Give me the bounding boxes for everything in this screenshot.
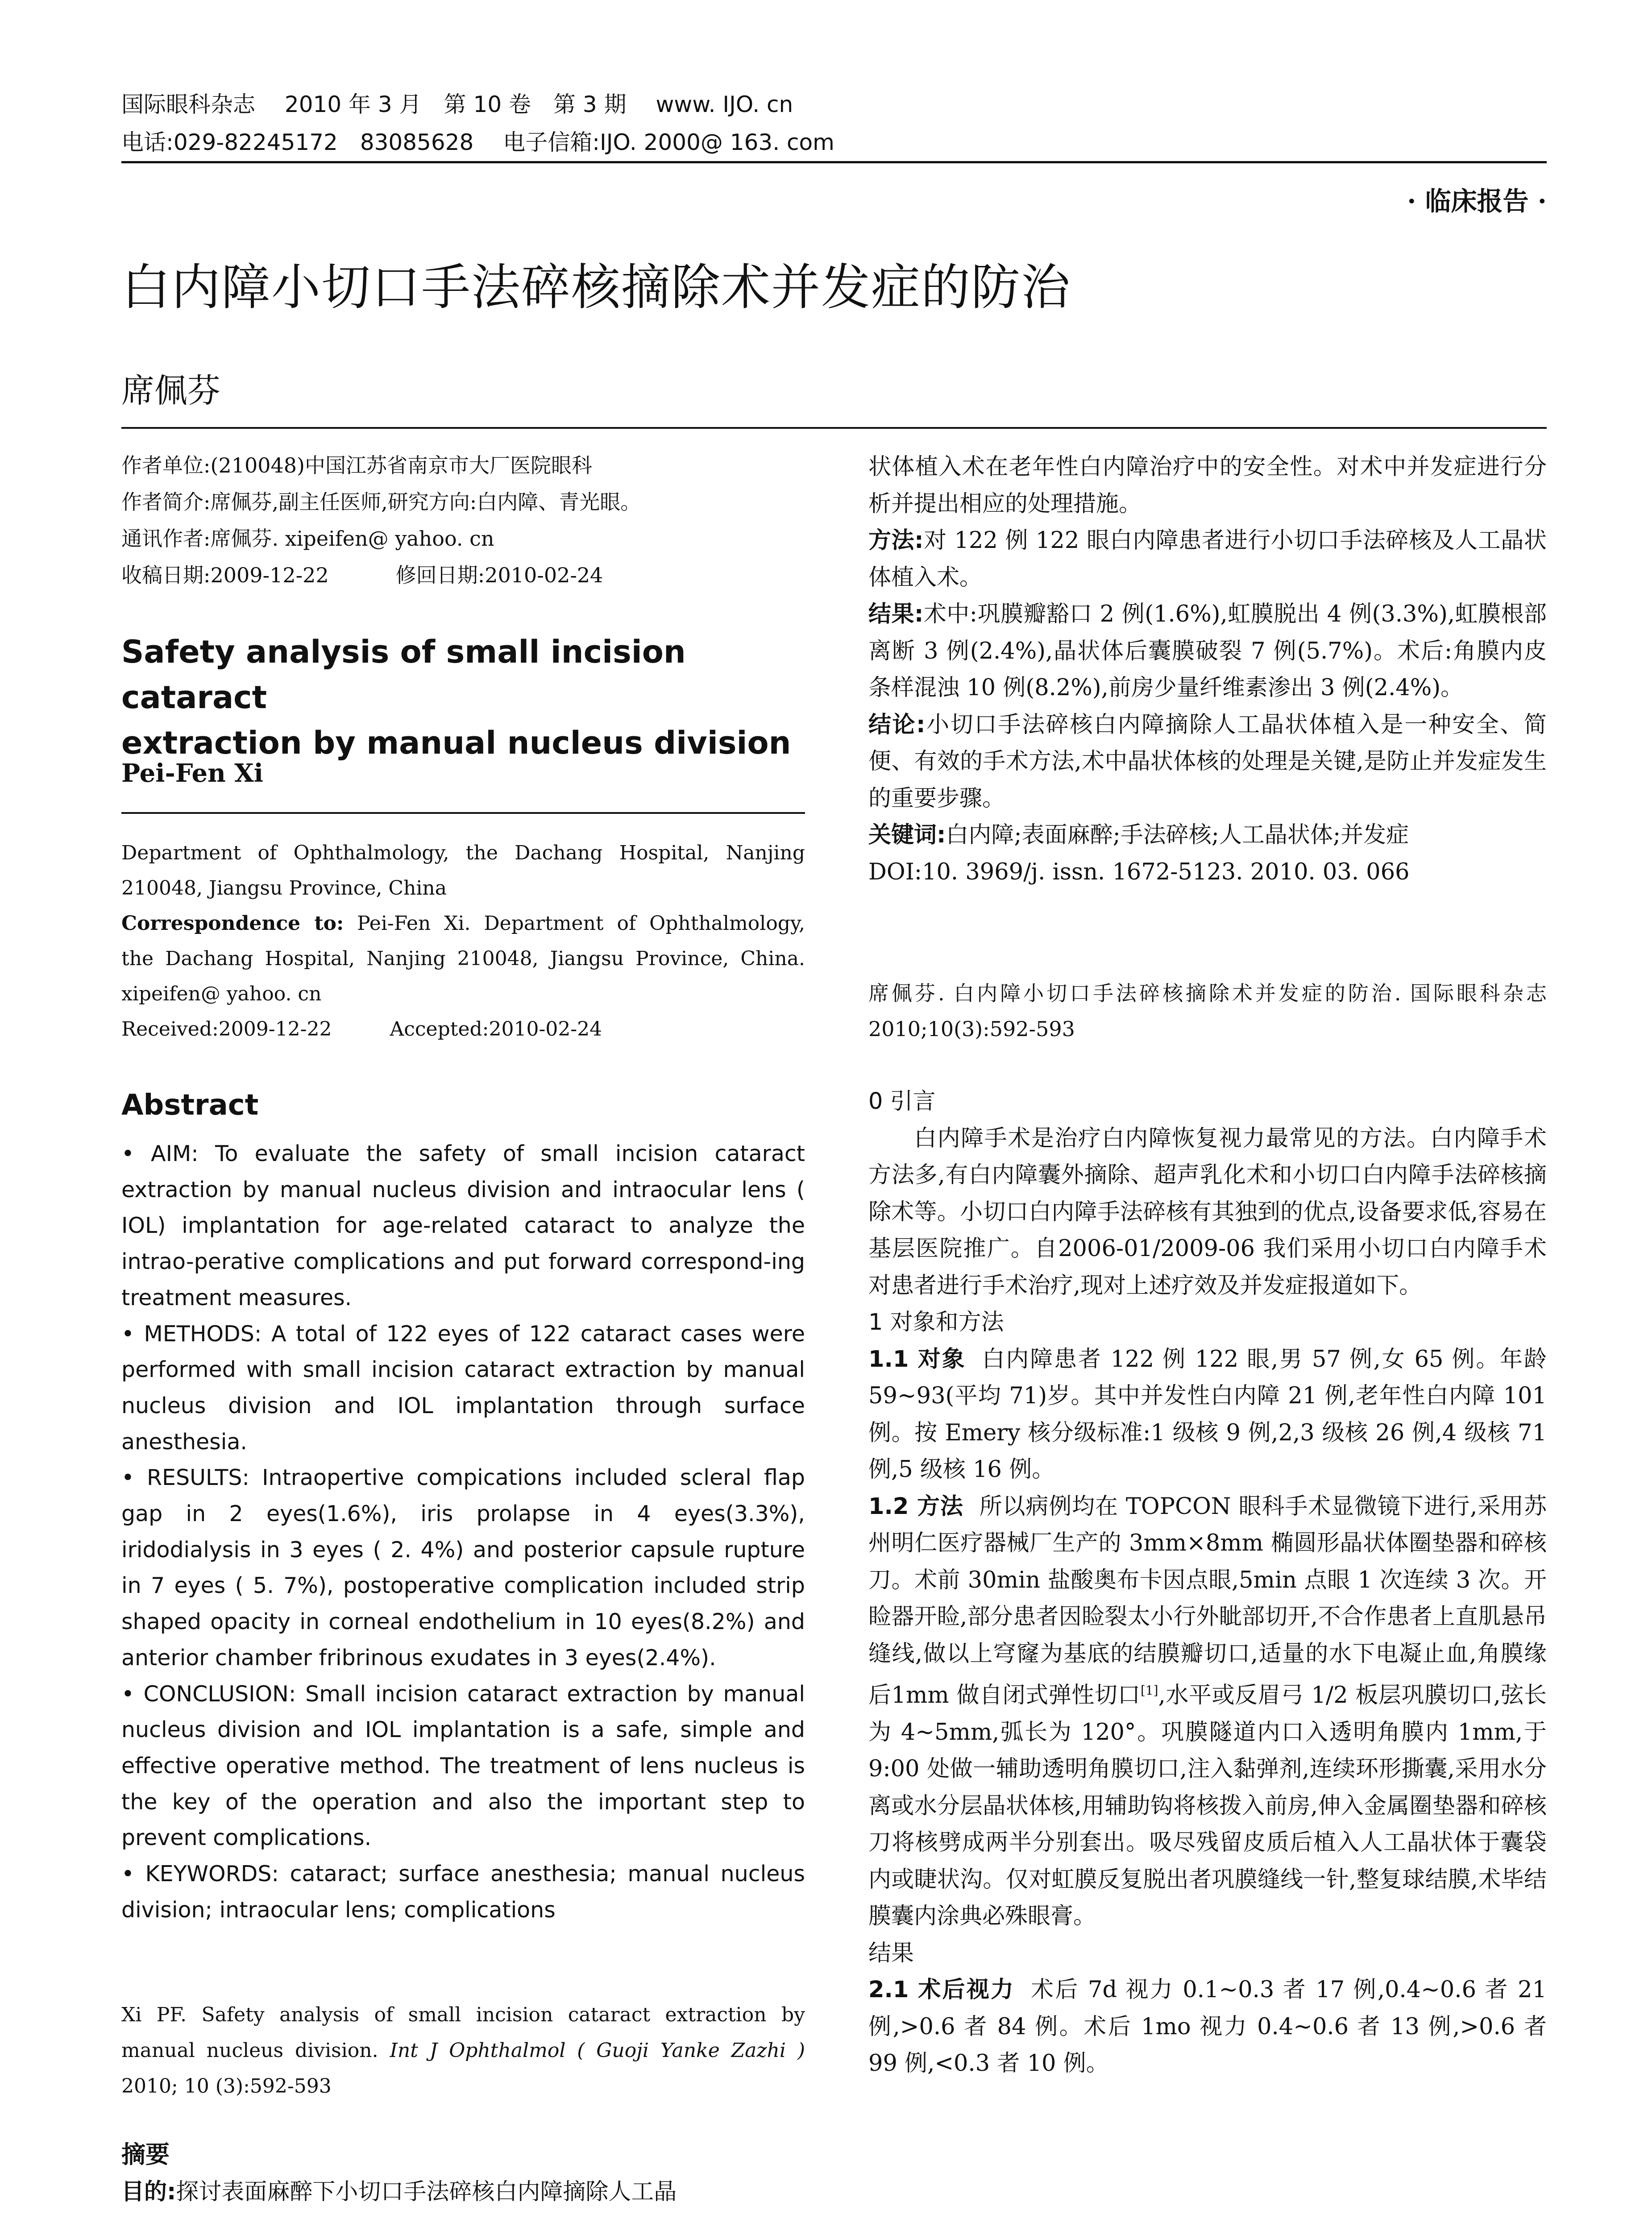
author-unit: 作者单位:(210048)中国江苏省南京市大厂医院眼科 xyxy=(121,453,592,477)
subjects-label: 1.1 对象 xyxy=(868,1346,966,1373)
received-date: 收稿日期:2009-12-22 xyxy=(121,563,329,587)
dates-en xyxy=(121,1012,805,1047)
zh-aim-continued: 状体植入术在老年性白内障治疗中的安全性。对术中并发症进行分析并提出相应的处理措施。 xyxy=(868,454,1547,517)
zh-conclusion-label: 结论: xyxy=(868,711,926,738)
method-text-a: 所以病例均在 TOPCON 眼科手术显微镜下进行,采用苏州明仁医疗器械厂生产的 3mm×8mm 椭圆形晶状体圈垫器和碎核刀。术前 30min 盐酸奥布卡因点眼,5min 点眼 1 次连续 3 次。开睑器开睑,部分患者因睑裂太小行外眦部切开,不合作患者上直肌悬吊缝线,做以上穹窿为基底的结膜瓣切口,适量的水下电凝止血,角膜缘后1mm 做自闭式弹性切口 xyxy=(868,1493,1547,1708)
subjects-text: 白内障患者 122 例 122 眼,男 57 例,女 65 例。年龄 59~93(平均 71)岁。其中并发性白内障 21 例,老年性白内障 101 例。按 Emery 核分级标准:1 级核 9 例,2,3 级核 26 例,4 级核 71 例,5 级核 16 例。 xyxy=(868,1346,1547,1483)
article-title-en-line2: extraction by manual nucleus division xyxy=(121,725,791,761)
abstract-methods: • METHODS: A total of 122 eyes of 122 cataract cases were performed with small incision cataract extraction by manual nucleus division and IOL implantation through surface anesthesia. xyxy=(121,1321,805,1455)
intro-heading: 0 引言 xyxy=(868,1088,936,1115)
author-info xyxy=(121,447,805,593)
zh-conclusion-text: 小切口手法碎核白内障摘除人工晶状体植入是一种安全、简便、有效的手术方法,术中晶状体核的处理是关键,是防止并发症发生的重要步骤。 xyxy=(868,711,1547,812)
methods-heading: 1 对象和方法 xyxy=(868,1309,1004,1335)
correspondence-line1 xyxy=(121,906,805,941)
zh-aim-label: 目的: xyxy=(121,2179,176,2205)
zh-doi: DOI:10. 3969/j. issn. 1672-5123. 2010. 03. 066 xyxy=(868,858,1410,885)
zh-results xyxy=(868,596,1547,707)
citation-en xyxy=(121,1997,805,2104)
department-line2: 210048, Jiangsu Province, China xyxy=(121,877,447,900)
zh-methods-text: 对 122 例 122 眼白内障患者进行小切口手法碎核及人工晶状体植入术。 xyxy=(868,527,1547,591)
journal-header-line2: 电话:029-82245172 83085628 电子信箱:IJO. 2000@ 163. com xyxy=(121,129,834,155)
zh-keywords-text: 白内障;表面麻醉;手法碎核;人工晶状体;并发症 xyxy=(946,822,1409,848)
journal-header-line1: 国际眼科杂志 2010 年 3 月 第 10 卷 第 3 期 www. IJO. cn xyxy=(121,91,793,117)
author-name-en: Pei-Fen Xi xyxy=(121,759,264,788)
method-paragraph xyxy=(868,1489,1547,1935)
article-title-en-line1: Safety analysis of small incision cataract xyxy=(121,634,686,716)
correspondence-email: xipeifen@ yahoo. cn xyxy=(121,983,322,1005)
abstract-keywords: • KEYWORDS: cataract; surface anesthesia; manual nucleus division; intraocular lens; complications xyxy=(121,1861,805,1923)
section-tag: · 临床报告 · xyxy=(1407,186,1547,216)
citation-en-journal: Int J Ophthalmol ( Guoji Yanke Zazhi ) xyxy=(390,2039,805,2062)
abstract-aim: • AIM: To evaluate the safety of small incision cataract extraction by manual nucleus division and intraocular lens ( IOL) implantation for age-related cataract to analyze the intrao-perative complications and put forward correspond-ing treatment measures. xyxy=(121,1141,805,1310)
zh-results-label: 结果: xyxy=(868,601,924,627)
accepted-en: Accepted:2010-02-24 xyxy=(390,1018,602,1041)
revised-date: 修回日期:2010-02-24 xyxy=(395,563,603,587)
correspondence-line2: the Dachang Hospital, Nanjing 210048, Jiangsu Province, China. xyxy=(121,947,805,970)
zh-aim-text-start: 探讨表面麻醉下小切口手法碎核白内障摘除人工晶 xyxy=(176,2179,677,2205)
citation-en-text: Xi PF. Safety analysis of small incision cataract extraction by manual nucleus division. xyxy=(121,2003,805,2062)
vision-paragraph xyxy=(868,1972,1547,2082)
vision-label: 2.1 术后视力 xyxy=(868,1977,1015,2003)
received-en: Received:2009-12-22 xyxy=(121,1018,332,1041)
method-text-b: ,水平或反眉弓 1/2 板层巩膜切口,弦长为 4~5mm,弧长为 120°。巩膜隧道内口入透明角膜内 1mm,于 9:00 处做一辅助透明角膜切口,注入黏弹剂,连续环形撕囊,采用水分离或水分层晶状体核,用辅助钩将核拨入前房,伸入金属圈垫器和碎核刀将核劈成两半分别套出。吸尽残留皮质后植入人工晶状体于囊袋内或睫状沟。仅对虹膜反复脱出者巩膜缝线一针,整复球结膜,术毕结膜囊内涂典必殊眼膏。 xyxy=(868,1682,1547,1929)
author-bio: 作者简介:席佩芬,副主任医师,研究方向:白内障、青光眼。 xyxy=(121,490,641,514)
zh-results-text: 术中:巩膜瓣豁口 2 例(1.6%),虹膜脱出 4 例(3.3%),虹膜根部离断 3 例(2.4%),晶状体后囊膜破裂 7 例(5.7%)。术后:角膜内皮条样混浊 10 例(8.2%),前房少量纤维素渗出 3 例(2.4%)。 xyxy=(868,601,1547,701)
abstract-body xyxy=(121,1136,805,1928)
zh-abstract-continued xyxy=(868,449,1547,891)
department-line1: Department of Ophthalmology, the Dachang Hospital, Nanjing xyxy=(121,842,805,864)
zh-keywords-label: 关键词: xyxy=(868,822,946,848)
zh-methods-label: 方法: xyxy=(868,527,924,554)
article-title-zh: 白内障小切口手法碎核摘除术并发症的防治 xyxy=(121,259,1071,316)
zh-methods xyxy=(868,523,1547,596)
zh-abstract-heading: 摘要 xyxy=(121,2140,170,2169)
intro-text: 白内障手术是治疗白内障恢复视力最常见的方法。白内障手术方法多,有白内障囊外摘除、超声乳化术和小切口白内障手法碎核摘除术等。小切口白内障手法碎核有其独到的优点,设备要求低,容易在基层医院推广。自2006-01/2009-06 我们采用小切口白内障手术对患者进行手术治疗,现对上述疗效及并发症报道如下。 xyxy=(868,1125,1547,1299)
abstract-conclusion: • CONCLUSION: Small incision cataract extraction by manual nucleus division and IOL implantation is a safe, simple and effective operative method. The treatment of lens nucleus is the key of the operation and also the important step to prevent complications. xyxy=(121,1681,805,1851)
correspondence-label: Correspondence to: xyxy=(121,912,344,935)
abstract-results: • RESULTS: Intraopertive compications included scleral flap gap in 2 eyes(1.6%), iris prolapse in 4 eyes(3.3%), iridodialysis in 3 eyes ( 2. 4%) and posterior capsule rupture in 7 eyes ( 5. 7%), postoperative complication included strip shaped opacity in corneal endothelium in 10 eyes(8.2%) and anterior chamber fribrinous exudates in 3 eyes(2.4%). xyxy=(121,1465,805,1671)
zh-abstract-aim-start xyxy=(121,2174,805,2211)
department-block xyxy=(121,835,805,1047)
results-heading: 结果 xyxy=(868,1940,914,1966)
method-label: 1.2 方法 xyxy=(868,1493,963,1520)
vision-text: 术后 7d 视力 0.1~0.3 者 17 例,0.4~0.6 者 21 例,>0.6 者 84 例。术后 1mo 视力 0.4~0.6 者 13 例,>0.6 者 99 例,<0.3 者 10 例。 xyxy=(868,1977,1547,2077)
article-title-en xyxy=(121,629,805,766)
main-body xyxy=(868,1083,1547,2082)
citation-zh: 席佩芬. 白内障小切口手法碎核摘除术并发症的防治. 国际眼科杂志 2010;10(3):592-593 xyxy=(868,981,1547,1041)
header-rule xyxy=(121,161,1547,163)
author-name-zh: 席佩芬 xyxy=(121,372,220,410)
zh-keywords xyxy=(868,817,1547,854)
citation-en-volume: 2010; 10 (3):592-593 xyxy=(121,2075,332,2098)
title-rule xyxy=(121,427,1547,429)
subjects-paragraph xyxy=(868,1341,1547,1489)
abstract-heading: Abstract xyxy=(121,1089,259,1122)
dates xyxy=(121,557,805,593)
correspondence-text: Pei-Fen Xi. Department of Ophthalmology, xyxy=(344,912,805,935)
zh-conclusion xyxy=(868,707,1547,817)
author-rule xyxy=(121,812,805,814)
corresponding-author: 通讯作者:席佩芬. xipeifen@ yahoo. cn xyxy=(121,527,494,551)
reference-marker: [1] xyxy=(1140,1683,1158,1698)
